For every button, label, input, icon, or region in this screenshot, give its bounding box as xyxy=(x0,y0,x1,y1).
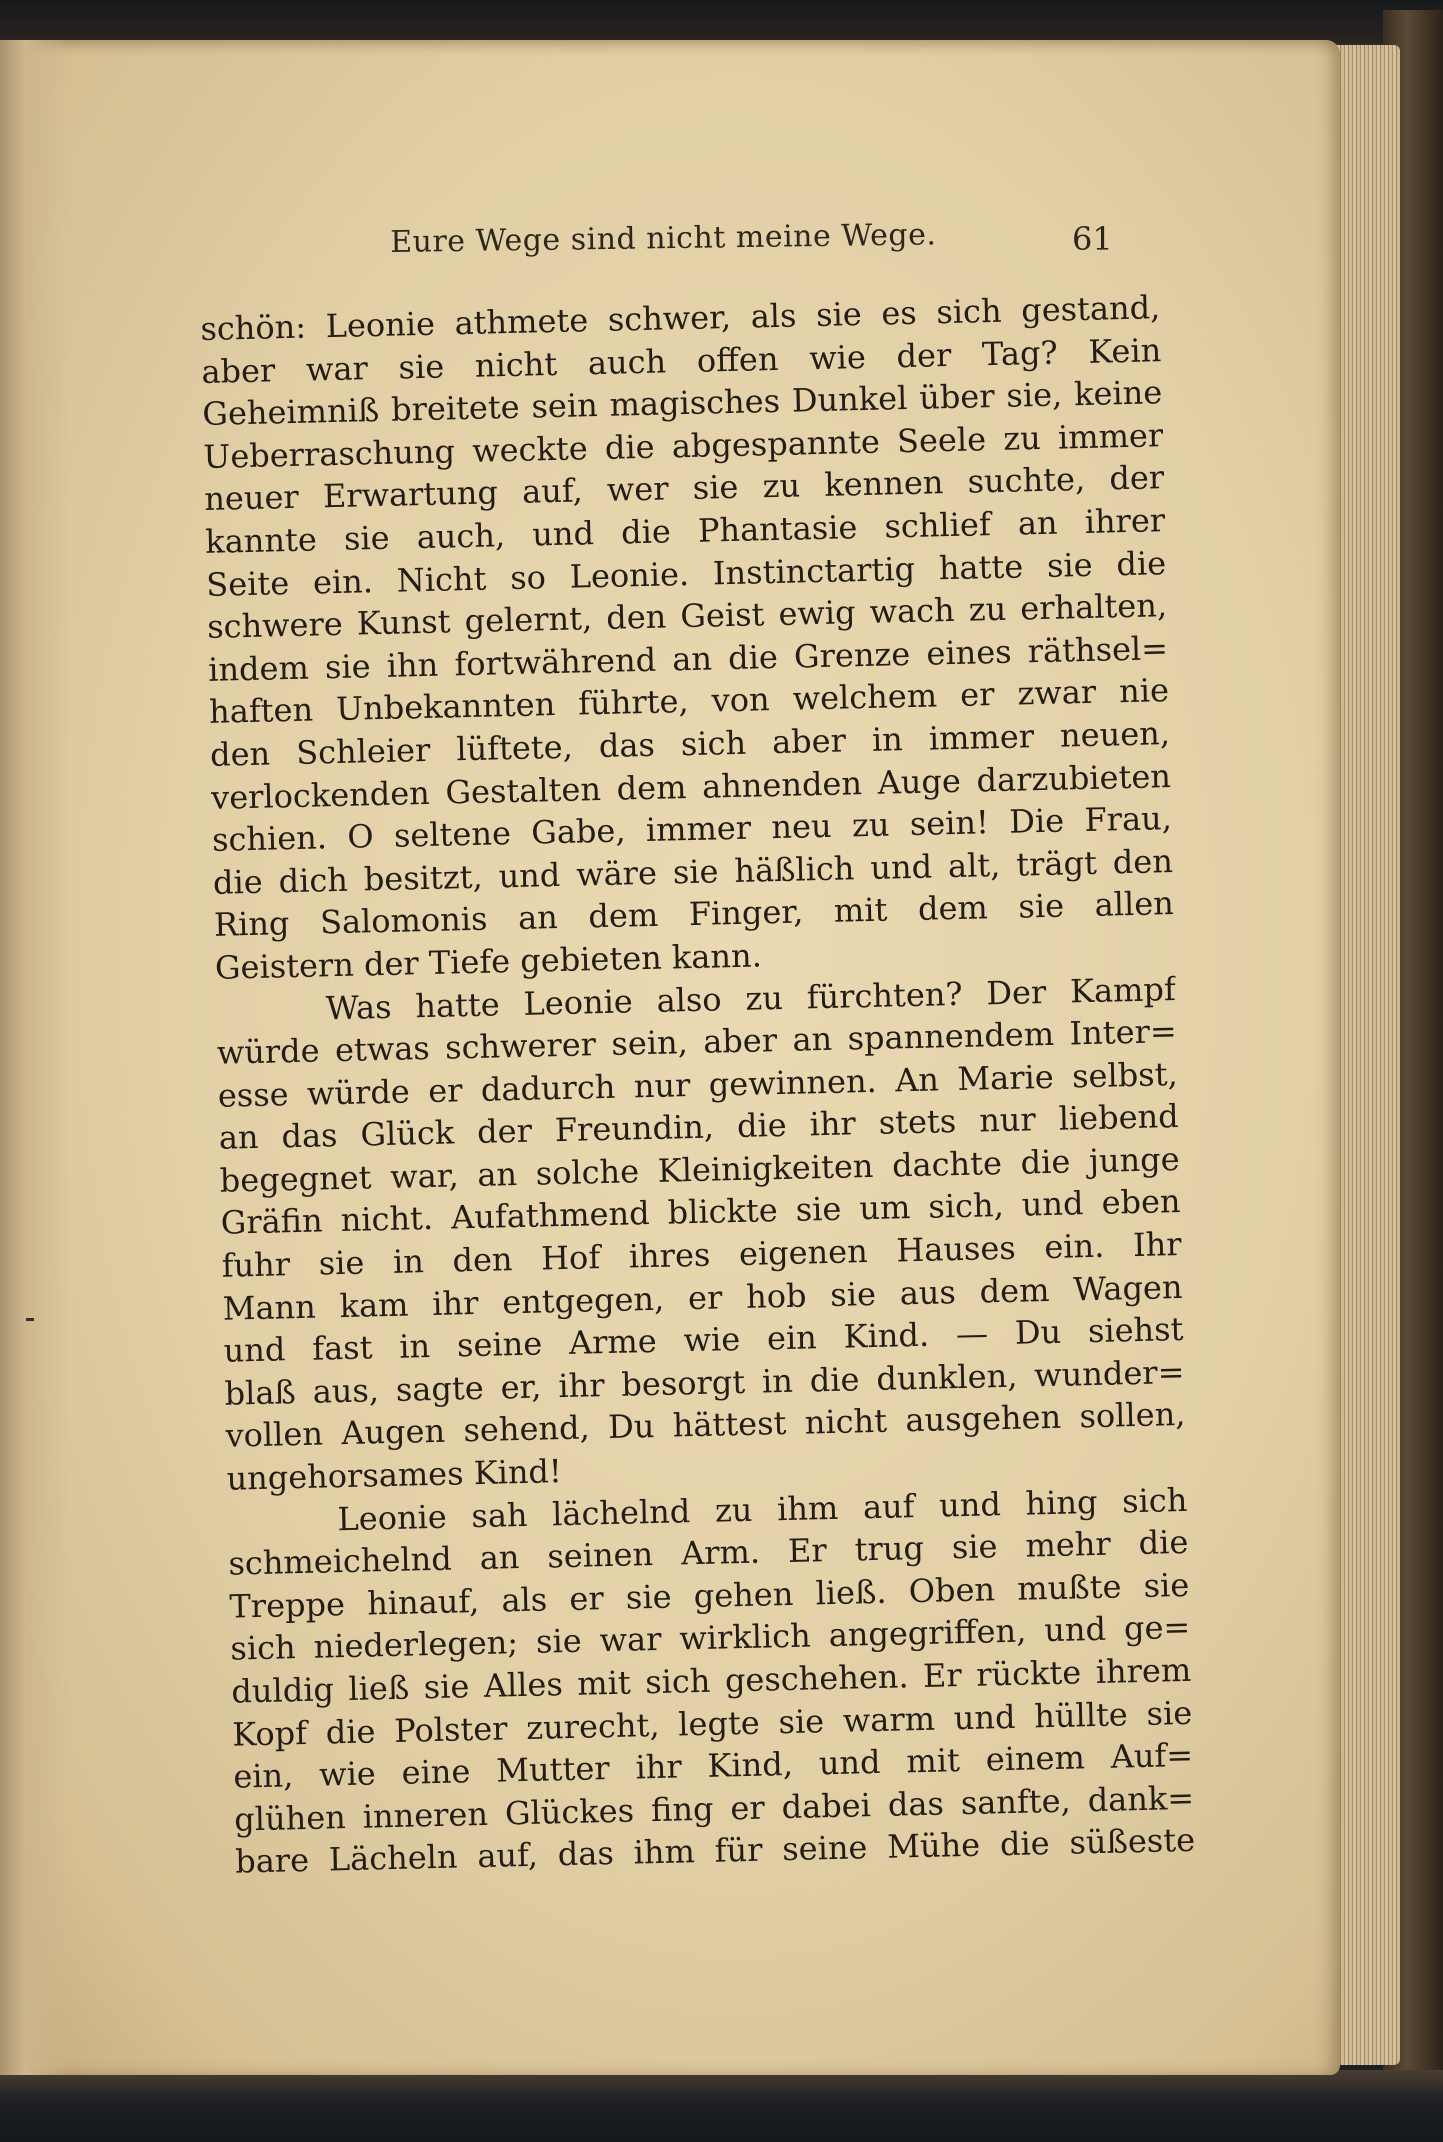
text-line: schmeichelnd an seinen Arm. Er trug sie mehr die xyxy=(228,1523,1189,1583)
text-line: neuer Erwartung auf, wer sie zu kennen suchte, der xyxy=(203,458,1165,519)
text-line: Kopf die Polster zurecht, legte sie warm und hüllte sie xyxy=(231,1693,1193,1754)
text-line: haften Unbekannten führte, von welchem er zwar nie xyxy=(208,671,1170,732)
running-head: Eure Wege sind nicht meine Wege. xyxy=(390,217,937,260)
text-line: esse würde er dadurch nur gewinnen. An Marie selbst, xyxy=(217,1054,1179,1115)
text-line: Ueberraschung weckte die abgespannte Seele zu immer xyxy=(202,415,1164,476)
text-line: schwere Kunst gelernt, den Geist ewig wach zu erhalten, xyxy=(206,586,1168,647)
page-number: 61 xyxy=(1072,220,1113,258)
text-line: aber war sie nicht auch offen wie der Tag? Kein xyxy=(201,330,1162,391)
text-line: schön: Leonie athmete schwer, als sie es sich gestand, xyxy=(200,288,1161,348)
text-line: glühen inneren Glückes fing er dabei das sanfte, dank= xyxy=(233,1778,1195,1839)
book-cover-bottom-edge xyxy=(0,2070,1443,2142)
text-line: Geistern der Tiefe gebieten kann. xyxy=(214,936,763,987)
text-line: bare Lächeln auf, das ihm für seine Mühe die süßeste xyxy=(234,1821,1196,1881)
body-text xyxy=(200,286,1196,1883)
text-line: Mann kam ihr entgegen, er hob sie aus dem Wagen xyxy=(222,1267,1183,1328)
page-gutter-shadow xyxy=(0,40,70,2075)
margin-mark xyxy=(26,1318,34,1321)
text-line: Geheimniß breitete sein magisches Dunkel über sie, keine xyxy=(201,373,1163,434)
text-line: vollen Augen sehend, Du hättest nicht ausgehen sollen, xyxy=(225,1395,1186,1456)
text-line: sich niederlegen; sie war wirklich angegriffen, und ge= xyxy=(230,1608,1191,1669)
text-line: Seite ein. Nicht so Leonie. Instinctartig hatte sie die xyxy=(205,543,1167,604)
text-line: Gräfin nicht. Aufathmend blickte sie um sich, und eben xyxy=(220,1182,1181,1243)
text-line: und fast in seine Arme wie ein Kind. — Du siehst xyxy=(223,1310,1184,1370)
text-line: begegnet war, an solche Kleinigkeiten dachte die junge xyxy=(219,1139,1180,1200)
text-line: schien. O seltene Gabe, immer neu zu sein! Die Frau, xyxy=(211,799,1173,859)
text-line: kannte sie auch, und die Phantasie schlief an ihrer xyxy=(204,501,1166,561)
text-line: ungehorsames Kind! xyxy=(226,1452,563,1498)
text-line: Treppe hinauf, als er sie gehen ließ. Oben mußte sie xyxy=(229,1565,1190,1626)
text-line: fuhr sie in den Hof ihres eigenen Hauses ein. Ihr xyxy=(221,1225,1182,1285)
text-line: den Schleier lüftete, das sich aber in immer neuen, xyxy=(209,714,1171,774)
text-line: blaß aus, sagte er, ihr besorgt in die dunklen, wunder= xyxy=(224,1352,1185,1413)
text-line: die dich besitzt, und wäre sie häßlich und alt, trägt den xyxy=(212,841,1174,902)
text-line: Leonie sah lächelnd zu ihm auf und hing sich xyxy=(337,1480,1188,1538)
text-line: duldig ließ sie Alles mit sich geschehen. Er rückte ihrem xyxy=(230,1650,1192,1711)
text-line: verlockenden Gestalten dem ahnenden Auge darzubieten xyxy=(210,756,1172,817)
text-line: Ring Salomonis an dem Finger, mit dem sie allen xyxy=(213,884,1175,945)
text-line: würde etwas schwerer sein, aber an spannendem Inter= xyxy=(216,1012,1178,1072)
text-line: ein, wie eine Mutter ihr Kind, und mit einem Auf= xyxy=(232,1736,1194,1796)
text-line: indem sie ihn fortwährend an die Grenze eines räthsel= xyxy=(207,628,1169,689)
text-line: an das Glück der Freundin, die ihr stets nur liebend xyxy=(218,1097,1180,1158)
text-line: Was hatte Leonie also zu fürchten? Der Kampf xyxy=(325,969,1177,1027)
